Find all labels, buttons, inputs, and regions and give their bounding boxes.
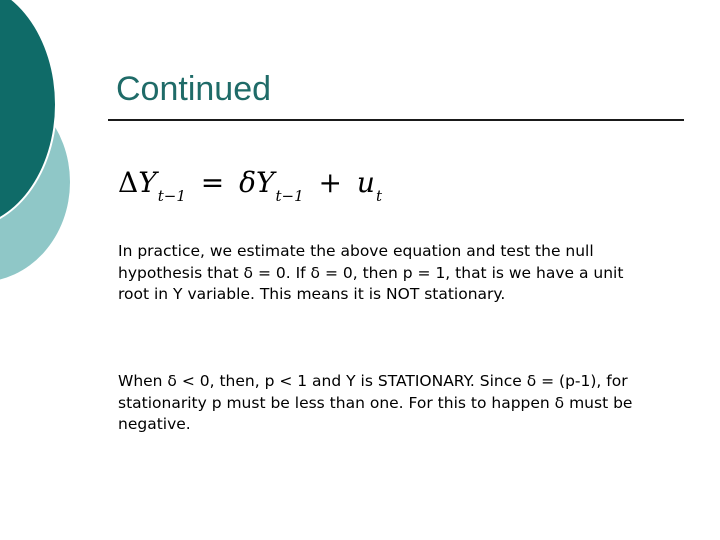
slide-title: Continued bbox=[116, 70, 272, 108]
equation-lhs-variable: Y bbox=[138, 166, 157, 199]
equation-delta-operator: Δ bbox=[118, 166, 139, 199]
equation-lhs-subscript: t−1 bbox=[157, 187, 186, 205]
title-underline bbox=[108, 119, 684, 121]
equation-error-term: u bbox=[356, 166, 375, 199]
equation bbox=[118, 166, 382, 205]
equation-rhs-variable: Y bbox=[256, 166, 275, 199]
equation-rhs-subscript: t−1 bbox=[275, 187, 304, 205]
equation-error-subscript: t bbox=[375, 187, 382, 205]
paragraph-hypothesis: In practice, we estimate the above equation and test the null hypothesis that δ = 0. If δ = 0, then p = 1, that is we have a unit root in Y variable. This means it is NOT stationary. bbox=[118, 242, 624, 303]
equation-plus-sign: + bbox=[318, 166, 342, 199]
paragraph-stationarity: When δ < 0, then, p < 1 and Y is STATIONARY. Since δ = (p-1), for stationarity p must be less than one. For this to happen δ must be negative. bbox=[118, 372, 633, 433]
equation-delta-coefficient: δ bbox=[239, 166, 256, 199]
equation-equals-sign: = bbox=[200, 166, 225, 199]
